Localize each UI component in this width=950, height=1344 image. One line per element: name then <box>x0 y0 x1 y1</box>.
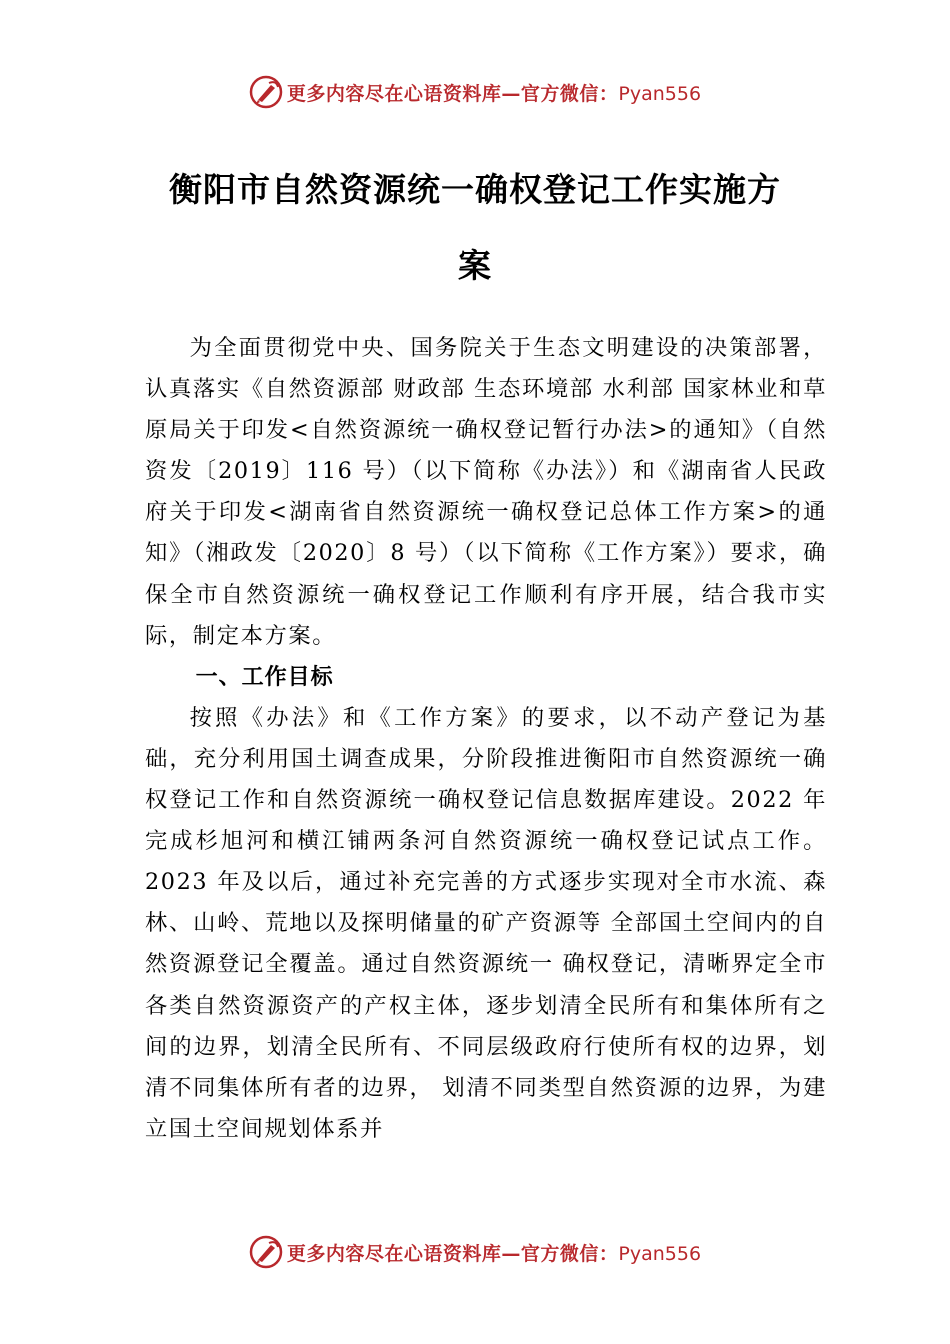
section-heading-work-goals: 一、工作目标 <box>195 664 334 690</box>
watermark-text: 更多内容尽在心语资料库—官方微信：Pyan556 <box>286 1242 702 1265</box>
wechat-id: Pyan556 <box>618 82 702 105</box>
title-line-2: 案 <box>458 246 492 285</box>
document-title <box>120 152 830 304</box>
wechat-id: Pyan556 <box>618 1242 702 1265</box>
watermark-banner-top <box>0 72 950 112</box>
title-line-1: 衡阳市自然资源统一确权登记工作实施方 <box>169 170 781 209</box>
watermark-text: 更多内容尽在心语资料库—官方微信：Pyan556 <box>286 82 702 105</box>
intro-paragraph: 为全面贯彻党中央、国务院关于生态文明建设的决策部署，认真落实《自然资源部 财政部 生态环境部 水利部 国家林业和草原局关于印发<自然资源统一确权登记暂行办法>的通知》（自然资发〔2019〕116 号）（以下简称《办法》）和《湖南省人民政府关于印发<湖南省自然资源统一确权登记总体工作方案>的通知》（湘政发〔2020〕8 号）（以下简称《工作方案》）要求，确保全市自然资源统一确权登记工作顺利有序开展，结合我市实际，制定本方案。 <box>145 335 827 649</box>
pen-logo-icon <box>249 75 283 109</box>
document-body <box>145 328 827 1150</box>
watermark-banner-bottom <box>0 1232 950 1272</box>
pen-logo-icon <box>249 1235 283 1269</box>
section-paragraph-work-goals: 按照《办法》和《工作方案》的要求，以不动产登记为基础，充分利用国土调查成果，分阶段推进衡阳市自然资源统一确权登记工作和自然资源统一确权登记信息数据库建设。2022 年完成杉旭河和横江铺两条河自然资源统一确权登记试点工作。2023 年及以后，通过补充完善的方式逐步实现对全市水流、森林、山岭、荒地以及探明储量的矿产资源等 全部国土空间内的自然资源登记全覆盖。通过自然资源统一 确权登记，清晰界定全市各类自然资源资产的产权主体，逐步划清全民所有和集体所有之间的边界，划清全民所有、不同层级政府行使所有权的边界，划清不同集体所有者的边界， 划清不同类型自然资源的边界，为建立国土空间规划体系并 <box>145 704 827 1142</box>
